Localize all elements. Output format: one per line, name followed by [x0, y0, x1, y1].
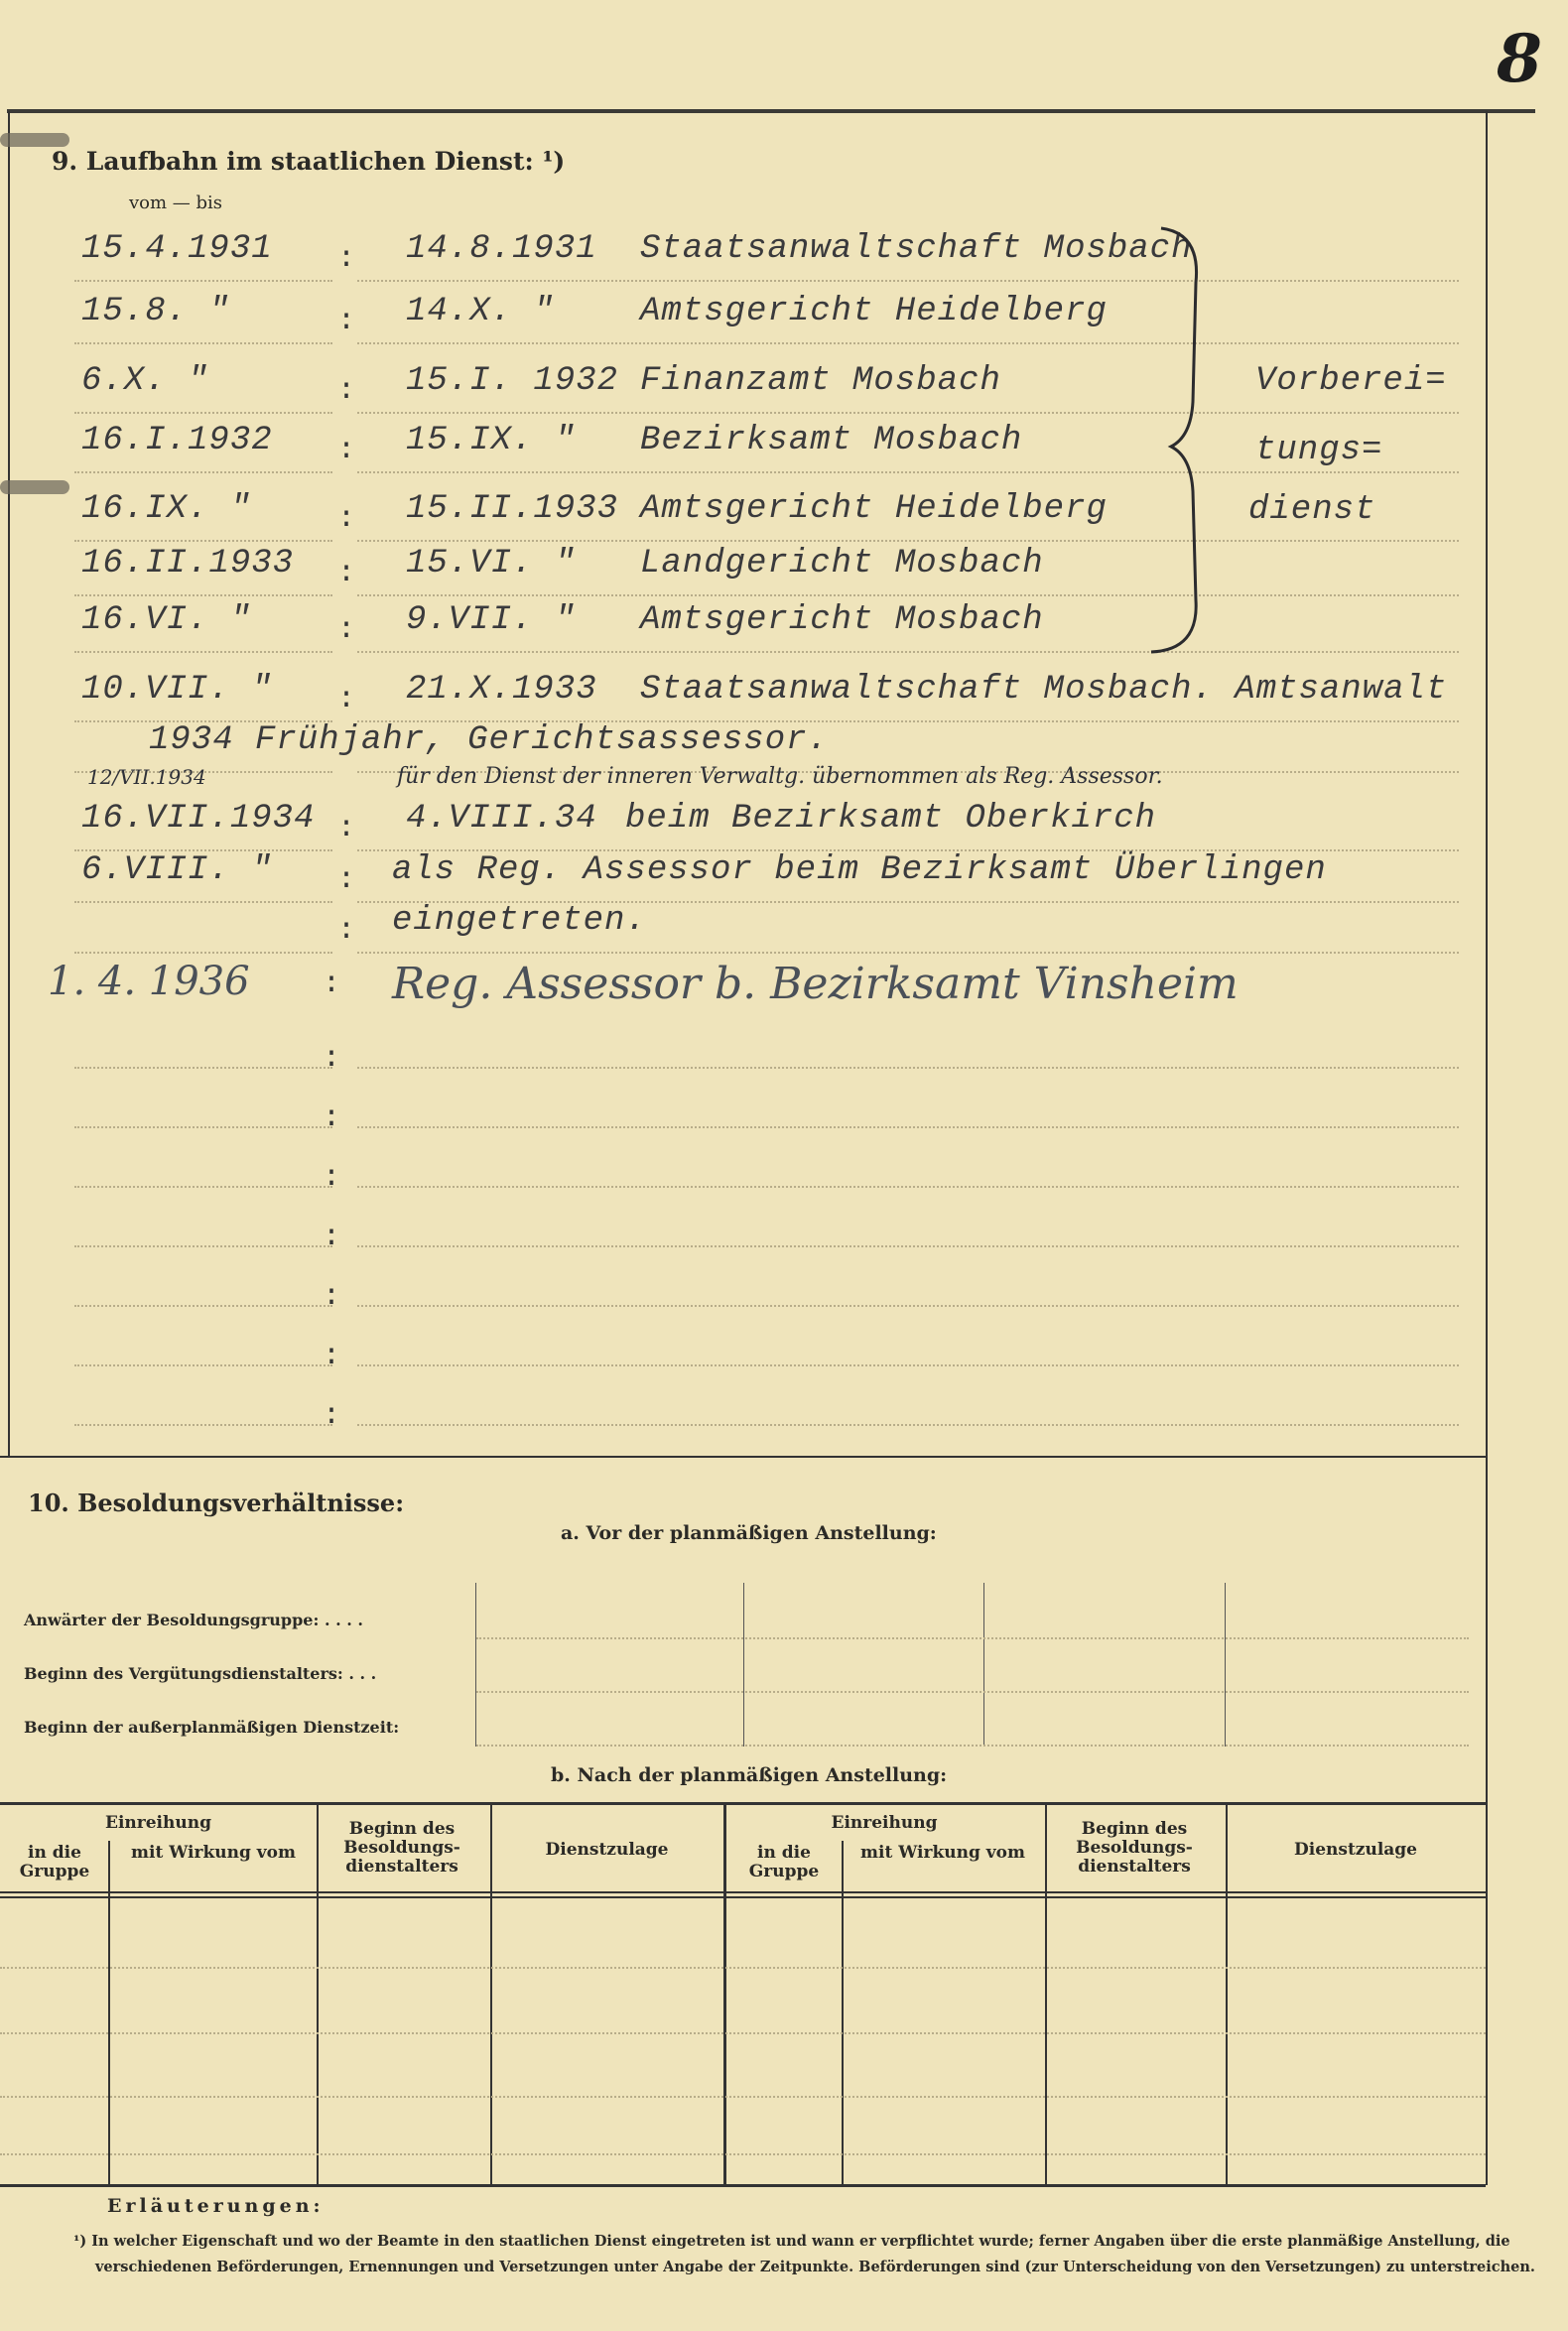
- career-place: Amtsgericht Heidelberg: [640, 293, 1108, 330]
- colon-separator: :: [323, 1042, 341, 1076]
- career-from: 6.VIII. ": [81, 851, 273, 889]
- grid-line: [475, 1583, 476, 1747]
- dotted-line: [74, 342, 332, 344]
- top-border: [7, 109, 1535, 113]
- staple-mark: [0, 133, 69, 147]
- career-place: Staatsanwaltschaft Mosbach. Amtsanwalt: [640, 671, 1448, 709]
- career-to: 15.I. 1932: [406, 362, 619, 400]
- grid-line: [490, 1804, 492, 2184]
- col-header-effect: mit Wirkung vom: [131, 1843, 296, 1863]
- col-header-effect: mit Wirkung vom: [860, 1843, 1025, 1863]
- dotted-line: [74, 1364, 332, 1366]
- table-header-bottom: [0, 1896, 1486, 1898]
- dotted-line: [357, 412, 1459, 414]
- dotted-line: [74, 471, 332, 473]
- brace-icon: [1141, 223, 1231, 660]
- part-a-title: a. Vor der planmäßigen Anstellung:: [561, 1522, 937, 1544]
- grid-line: [842, 1841, 844, 2184]
- grid-line: [983, 1583, 984, 1747]
- dotted-line: [357, 952, 1459, 954]
- part-b-title: b. Nach der planmäßigen Anstellung:: [551, 1764, 948, 1786]
- colon-separator: :: [323, 1340, 341, 1373]
- right-border: [1486, 111, 1488, 2185]
- colon-separator: :: [337, 305, 356, 338]
- grid-line: [1225, 1583, 1226, 1747]
- handwritten-note: für den Dienst der inneren Verwaltg. übernommen als Reg. Assessor.: [397, 764, 1163, 789]
- colon-separator: :: [323, 968, 341, 1001]
- dotted-line: [476, 1637, 1469, 1639]
- colon-separator: :: [337, 242, 356, 276]
- grid-line: [1226, 1804, 1228, 2184]
- footer-note: ¹) In welcher Eigenschaft und wo der Beamte in den staatlichen Dienst eingetreten ist und wann er verpflichtet wurde; ferner Angaben über die erste planmäßige Anstellung, die: [73, 2233, 1510, 2250]
- col-header-allowance: Dienstzulage: [545, 1840, 669, 1860]
- dotted-line: [357, 540, 1459, 542]
- section9-subheading: vom — bis: [129, 193, 223, 213]
- col-header-group: in die Gruppe: [748, 1843, 820, 1881]
- colon-separator: :: [323, 1280, 341, 1314]
- career-place: eingetreten.: [392, 902, 647, 940]
- colon-separator: :: [337, 434, 356, 467]
- dotted-line: [357, 1305, 1459, 1307]
- career-place: Finanzamt Mosbach: [640, 362, 1001, 400]
- handwritten-date: 1. 4. 1936: [48, 959, 250, 1004]
- dotted-line: [357, 1424, 1459, 1426]
- colon-separator: :: [323, 1101, 341, 1135]
- col-header-einreihung: Einreihung: [105, 1813, 211, 1833]
- dotted-line: [74, 540, 332, 542]
- dotted-line: [74, 1245, 332, 1247]
- colon-separator: :: [337, 557, 356, 590]
- col-header-begin: Beginn des Besoldungs-dienstalters: [1076, 1819, 1193, 1877]
- dotted-line: [74, 1305, 332, 1307]
- dotted-line: [74, 412, 332, 414]
- career-from: 16.IX. ": [81, 490, 252, 528]
- dotted-line: [74, 1067, 332, 1069]
- career-from: 16.VII.1934: [81, 800, 316, 838]
- part-a-label: Anwärter der Besoldungsgruppe: . . . .: [24, 1611, 363, 1629]
- colon-separator: :: [337, 683, 356, 716]
- col-header-einreihung: Einreihung: [831, 1813, 938, 1833]
- table-bottom: [0, 2184, 1486, 2187]
- col-header-group: in die Gruppe: [19, 1843, 90, 1881]
- brace-note-line: Vorberei=: [1255, 362, 1447, 400]
- brace-note-line: tungs=: [1255, 432, 1383, 469]
- dotted-line: [74, 651, 332, 653]
- career-to: 14.8.1931: [406, 230, 597, 268]
- section10-heading: 10. Besoldungsverhältnisse:: [28, 1489, 405, 1517]
- career-place: Amtsgericht Mosbach: [640, 601, 1044, 639]
- career-to: 14.X. ": [406, 293, 555, 330]
- part-a-label: Beginn des Vergütungsdienstalters: . . .: [24, 1664, 377, 1683]
- colon-separator: :: [337, 502, 356, 536]
- dotted-line: [357, 594, 1459, 596]
- career-place: Landgericht Mosbach: [640, 545, 1044, 583]
- career-place: 1934 Frühjahr, Gerichtsassessor.: [149, 721, 829, 759]
- col-header-allowance: Dienstzulage: [1294, 1840, 1417, 1860]
- left-border: [8, 111, 10, 1457]
- career-place: Bezirksamt Mosbach: [640, 422, 1023, 459]
- career-to: 4.VIII.34: [406, 800, 597, 838]
- dotted-line: [357, 1186, 1459, 1188]
- career-place: Amtsgericht Heidelberg: [640, 490, 1108, 528]
- career-place: Staatsanwaltschaft Mosbach: [640, 230, 1193, 268]
- dotted-line: [357, 1067, 1459, 1069]
- dotted-line: [74, 280, 332, 282]
- grid-line: [723, 1804, 726, 2184]
- brace-note-line: dienst: [1248, 491, 1376, 529]
- career-to: 15.IX. ": [406, 422, 577, 459]
- page-number: 8: [1497, 20, 1542, 97]
- section-divider: [0, 1456, 1486, 1458]
- dotted-line: [357, 1126, 1459, 1128]
- colon-separator: :: [337, 374, 356, 408]
- dotted-line: [476, 1691, 1469, 1693]
- career-from: 10.VII. ": [81, 671, 273, 709]
- dotted-line: [74, 952, 332, 954]
- footer-title: Erläuterungen:: [107, 2195, 325, 2217]
- grid-line: [108, 1841, 110, 2184]
- handwritten-note: Reg. Assessor b. Bezirksamt Vinsheim: [392, 959, 1239, 1009]
- dotted-line: [74, 1424, 332, 1426]
- dotted-line: [357, 1364, 1459, 1366]
- grid-line: [1045, 1804, 1047, 2184]
- colon-separator: :: [323, 1161, 341, 1195]
- grid-line: [743, 1583, 744, 1747]
- career-from: 16.II.1933: [81, 545, 295, 583]
- colon-separator: :: [337, 914, 356, 948]
- footer-note: verschiedenen Beförderungen, Ernennungen und Versetzungen unter Angabe der Zeitpunkte. Beförderungen sind (zur Unterscheidung von den Versetzungen) zu unterstreichen.: [95, 2259, 1535, 2275]
- career-from: 16.I.1932: [81, 422, 273, 459]
- dotted-line: [357, 651, 1459, 653]
- career-from: 15.4.1931: [81, 230, 273, 268]
- grid-line: [317, 1804, 319, 2184]
- table-header-bottom: [0, 1891, 1486, 1893]
- career-to: 21.X.1933: [406, 671, 597, 709]
- career-from: 6.X. ": [81, 362, 209, 400]
- career-to: 15.VI. ": [406, 545, 577, 583]
- colon-separator: :: [337, 613, 356, 647]
- dotted-line: [0, 2096, 1486, 2098]
- career-from: 15.8. ": [81, 293, 230, 330]
- staple-mark: [0, 480, 69, 494]
- dotted-line: [357, 471, 1459, 473]
- dotted-line: [0, 2153, 1486, 2155]
- career-place: als Reg. Assessor beim Bezirksamt Überlingen: [392, 851, 1327, 889]
- dotted-line: [74, 594, 332, 596]
- dotted-line: [74, 1186, 332, 1188]
- dotted-line: [74, 901, 332, 903]
- dotted-line: [357, 342, 1459, 344]
- dotted-line: [357, 1245, 1459, 1247]
- dotted-line: [357, 280, 1459, 282]
- career-from: 16.VI. ": [81, 601, 252, 639]
- colon-separator: :: [337, 812, 356, 845]
- table-top: [0, 1802, 1486, 1805]
- colon-separator: :: [323, 1399, 341, 1433]
- dotted-line: [0, 2032, 1486, 2034]
- part-a-label: Beginn der außerplanmäßigen Dienstzeit:: [24, 1718, 400, 1737]
- dotted-line: [74, 1126, 332, 1128]
- colon-separator: :: [323, 1221, 341, 1254]
- dotted-line: [476, 1745, 1469, 1747]
- career-place: beim Bezirksamt Oberkirch: [625, 800, 1157, 838]
- section9-heading: 9. Laufbahn im staatlichen Dienst: ¹): [52, 147, 566, 176]
- handwritten-date: 12/VII.1934: [87, 765, 206, 789]
- dotted-line: [0, 1967, 1486, 1969]
- career-to: 15.II.1933: [406, 490, 619, 528]
- colon-separator: :: [337, 863, 356, 897]
- career-to: 9.VII. ": [406, 601, 577, 639]
- col-header-begin: Beginn des Besoldungs-dienstalters: [343, 1819, 460, 1877]
